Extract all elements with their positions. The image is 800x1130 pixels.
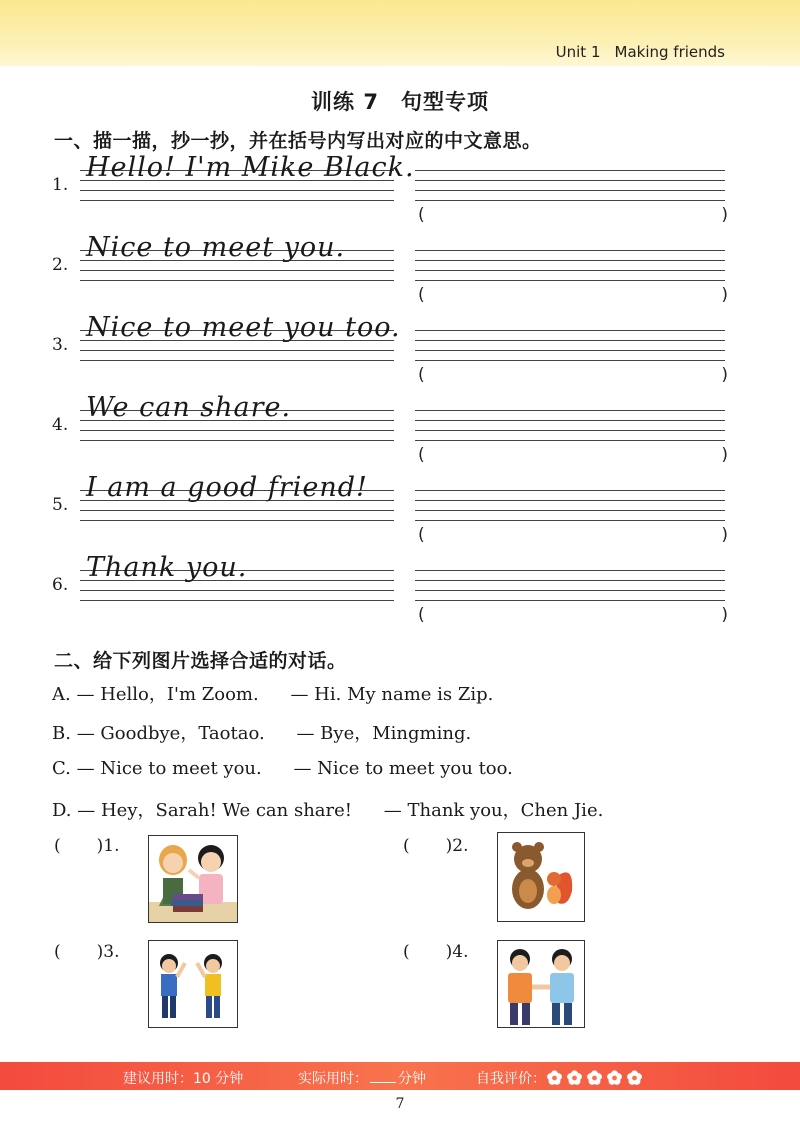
- copy-row-5: 5. I am a good friend! ( ): [52, 472, 728, 545]
- dialogue-line-2: — Nice to meet you too.: [293, 758, 513, 779]
- trace-sentence: Nice to meet you too.: [86, 312, 401, 343]
- picture-3-boys-waving: [148, 940, 238, 1028]
- page-header: [0, 0, 800, 66]
- copy-row-6: 6. Thank you. ( ): [52, 552, 728, 625]
- answer-slot-1[interactable]: ( )1.: [54, 836, 120, 856]
- copy-lines[interactable]: [415, 480, 725, 520]
- dialogue-line-1: — Hello，I'm Zoom.: [76, 684, 259, 705]
- unit-label: [556, 43, 725, 61]
- answer-slot-2[interactable]: ( )2.: [403, 836, 469, 856]
- page-number: 7: [395, 1096, 405, 1112]
- section2-heading: 二、给下列图片选择合适的对话。: [54, 650, 347, 672]
- trace-sentence: I am a good friend!: [86, 472, 368, 503]
- rating-flower-icon[interactable]: [546, 1070, 563, 1086]
- unit-topic: Making friends: [614, 43, 725, 61]
- copy-lines[interactable]: [415, 320, 725, 360]
- dialogue-line-2: — Hi. My name is Zip.: [290, 684, 494, 705]
- page-title: 训练 7 句型专项: [311, 90, 489, 114]
- picture-2-bear-and-squirrel: [497, 832, 585, 922]
- item-number: 3.: [52, 335, 69, 355]
- item-number: 1.: [52, 175, 69, 195]
- dialogue-line-1: — Hey，Sarah! We can share!: [77, 800, 353, 821]
- picture-1-two-girls: [148, 835, 238, 923]
- section1-heading: 一、描一描，抄一抄，并在括号内写出对应的中文意思。: [54, 130, 542, 152]
- copy-row-2: 2. Nice to meet you. ( ): [52, 232, 728, 305]
- copy-row-4: 4. We can share. ( ): [52, 392, 728, 465]
- trace-sentence: Nice to meet you.: [86, 232, 346, 263]
- actual-time: 实际用时： 分钟: [298, 1071, 426, 1087]
- dialogue-c: [52, 758, 513, 779]
- dialogue-letter: C.: [52, 758, 71, 779]
- trace-lines[interactable]: [80, 312, 401, 360]
- trace-sentence: Hello! I'm Mike Black.: [86, 152, 415, 183]
- actual-time-blank[interactable]: [370, 1082, 396, 1083]
- rating-flower-icon[interactable]: [626, 1070, 643, 1086]
- rating-flower-icon[interactable]: [606, 1070, 623, 1086]
- dialogue-line-2: — Bye，Mingming.: [296, 723, 472, 744]
- dialogue-d: [52, 796, 603, 822]
- trace-sentence: Thank you.: [86, 552, 248, 583]
- trace-lines[interactable]: [80, 152, 415, 200]
- trace-lines[interactable]: [80, 232, 394, 280]
- copy-row-3: 3. Nice to meet you too. ( ): [52, 312, 728, 385]
- trace-sentence: We can share.: [86, 392, 292, 423]
- copy-row-1: 1. Hello! I'm Mike Black. ( ): [52, 152, 728, 225]
- dialogue-b: [52, 719, 471, 745]
- dialogue-line-2: — Thank you，Chen Jie.: [383, 800, 604, 821]
- item-number: 6.: [52, 575, 69, 595]
- trace-lines[interactable]: [80, 472, 394, 520]
- self-evaluation: 自我评价：: [476, 1068, 646, 1088]
- rating-flower-icon[interactable]: [586, 1070, 603, 1086]
- answer-slot-3[interactable]: ( )3.: [54, 942, 120, 962]
- dialogue-a: [52, 680, 493, 706]
- copy-lines[interactable]: [415, 160, 725, 200]
- dialogue-letter: A.: [52, 684, 71, 705]
- copy-lines[interactable]: [415, 400, 725, 440]
- unit-number: Unit 1: [555, 43, 601, 61]
- picture-4-boys-shaking-hands: [497, 940, 585, 1028]
- item-number: 5.: [52, 495, 69, 515]
- dialogue-letter: D.: [52, 800, 72, 821]
- rating-flower-icon[interactable]: [566, 1070, 583, 1086]
- dialogue-letter: B.: [52, 723, 71, 744]
- dialogue-line-1: — Nice to meet you.: [76, 758, 262, 779]
- copy-lines[interactable]: [415, 560, 725, 600]
- item-number: 4.: [52, 415, 69, 435]
- suggested-time: 建议用时：10 分钟: [123, 1071, 244, 1087]
- trace-lines[interactable]: [80, 392, 394, 440]
- footer-bar: [0, 1062, 800, 1090]
- item-number: 2.: [52, 255, 69, 275]
- copy-lines[interactable]: [415, 240, 725, 280]
- answer-slot-4[interactable]: ( )4.: [403, 942, 469, 962]
- dialogue-line-1: — Goodbye，Taotao.: [76, 723, 265, 744]
- trace-lines[interactable]: [80, 552, 394, 600]
